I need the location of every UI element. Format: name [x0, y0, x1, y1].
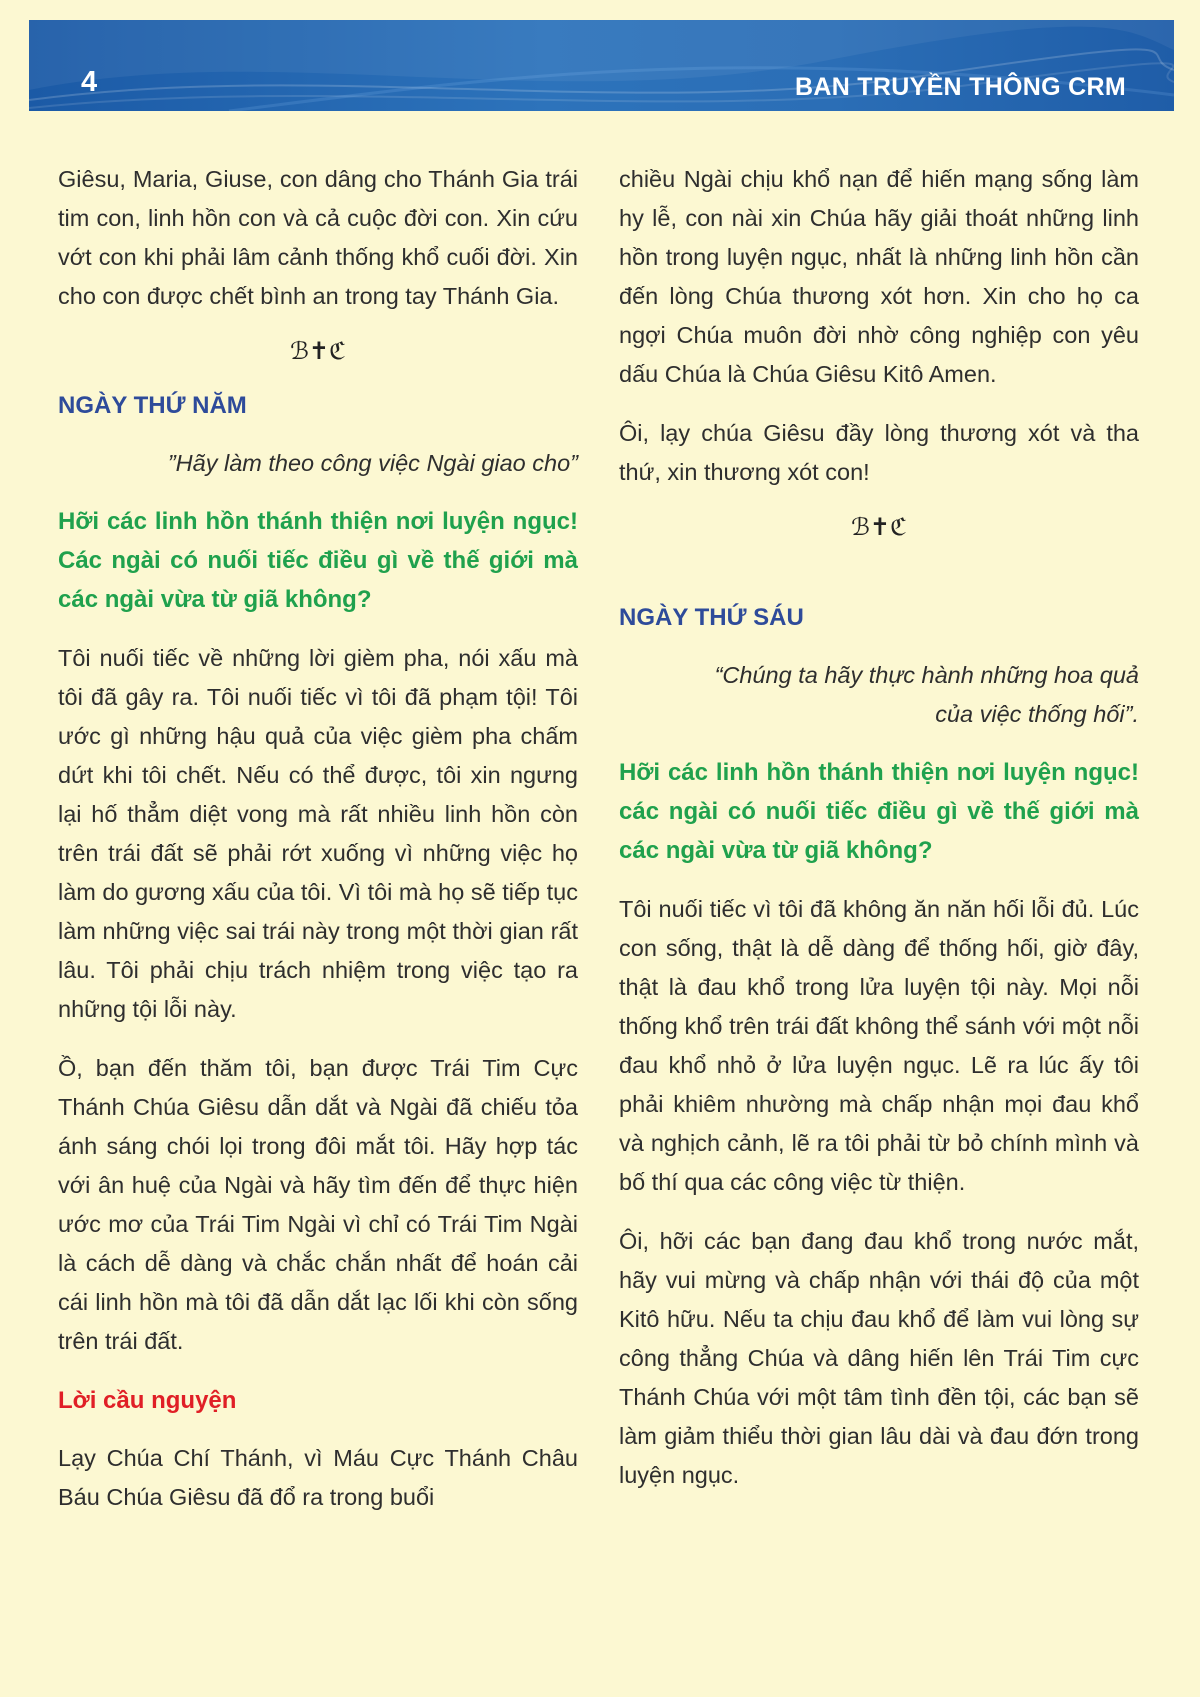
paragraph: Ôi, lạy chúa Giêsu đầy lòng thương xót và tha thứ, xin thương xót con!	[619, 420, 1139, 485]
day-five-question: Hỡi các linh hồn thánh thiện nơi luyện ngục! Các ngài có nuối tiếc điều gì về thế giới mà các ngài vừa từ giã không?	[58, 508, 578, 613]
paragraph: Giêsu, Maria, Giuse, con dâng cho Thánh Gia trái tim con, linh hồn con và cả cuộc đời con. Xin cứu vớt con khi phải lâm cảnh thống khổ cuối đời. Xin cho con được chết bình an trong tay Thánh Gia.	[58, 166, 578, 309]
paragraph: Lạy Chúa Chí Thánh, vì Máu Cực Thánh Châu Báu Chúa Giêsu đã đổ ra trong buổi	[58, 1445, 578, 1510]
quote-line: “Chúng ta hãy thực hành những hoa quả	[714, 662, 1139, 688]
prayer-heading: Lời cầu nguyện	[58, 1387, 237, 1414]
paragraph: Tôi nuối tiếc vì tôi đã không ăn năn hối lỗi đủ. Lúc con sống, thật là dễ dàng để thống hối, giờ đây, thật là đau khổ trong lửa luyện tội này. Mọi nỗi thống khổ trên trái đất không thể sánh với một nỗi đau khổ nhỏ ở lửa luyện ngục. Lẽ ra lúc ấy tôi phải khiêm nhường mà chấp nhận mọi đau khổ và nghịch cảnh, lẽ ra tôi phải từ bỏ chính mình và bố thí qua các công việc từ thiện.	[619, 896, 1139, 1195]
cross-ornament: ℬ✝ℭ	[290, 337, 346, 365]
day-five-heading: NGÀY THỨ NĂM	[58, 392, 247, 419]
paragraph: Ôi, hỡi các bạn đang đau khổ trong nước mắt, hãy vui mừng và chấp nhận với thái độ của một Kitô hữu. Nếu ta chịu đau khổ để làm vui lòng sự công thẳng Chúa và dâng hiến lên Trái Tim cực Thánh Chúa với một tâm tình đền tội, các bạn sẽ làm giảm thiểu thời gian lâu dài và đau đớn trong luyện ngục.	[619, 1228, 1139, 1488]
day-six-heading: NGÀY THỨ SÁU	[619, 604, 804, 631]
paragraph: chiều Ngài chịu khổ nạn để hiến mạng sống làm hy lễ, con nài xin Chúa hãy giải thoát những linh hồn trong luyện ngục, nhất là những linh hồn cần đến lòng Chúa thương xót hơn. Xin cho họ ca ngợi Chúa muôn đời nhờ công nghiệp con yêu dấu Chúa là Chúa Giêsu Kitô Amen.	[619, 166, 1139, 387]
day-six-question: Hỡi các linh hồn thánh thiện nơi luyện ngục! các ngài có nuối tiếc điều gì về thế giới mà các ngài vừa từ giã không?	[619, 759, 1139, 864]
day-six-quote	[619, 656, 1139, 734]
running-header-title: BAN TRUYỀN THÔNG CRM	[795, 73, 1126, 101]
section-spacer	[619, 562, 1139, 598]
right-column	[619, 160, 1139, 1515]
page-number: 4	[81, 66, 98, 98]
quote-line: của việc thống hối”.	[935, 701, 1139, 727]
page-header	[29, 20, 1174, 111]
day-five-quote: ”Hãy làm theo công việc Ngài giao cho”	[167, 450, 578, 476]
cross-ornament: ℬ✝ℭ	[851, 513, 907, 541]
paragraph: Ồ, bạn đến thăm tôi, bạn được Trái Tim Cực Thánh Chúa Giêsu dẫn dắt và Ngài đã chiếu tỏa ánh sáng chói lọi trong đôi mắt tôi. Hãy hợp tác với ân huệ của Ngài và hãy tìm đến để thực hiện ước mơ của Trái Tim Ngài vì chỉ có Trái Tim Ngài là cách dễ dàng và chắc chắn nhất để hoán cải cái linh hồn mà tôi đã dẫn dắt lạc lối khi còn sống trên trái đất.	[58, 1055, 578, 1354]
left-column	[58, 160, 578, 1537]
paragraph: Tôi nuối tiếc về những lời gièm pha, nói xấu mà tôi đã gây ra. Tôi nuối tiếc vì tôi đã phạm tội! Tôi ước gì những hậu quả của việc gièm pha chấm dứt khi tôi chết. Nếu có thể được, tôi xin ngưng lại hố thẳm diệt vong mà rất nhiều linh hồn còn trên trái đất sẽ phải rớt xuống vì những việc họ làm do gương xấu của tôi. Vì tôi mà họ sẽ tiếp tục làm những việc sai trái này trong một thời gian rất lâu. Tôi phải chịu trách nhiệm trong việc tạo ra những tội lỗi này.	[58, 645, 578, 1022]
